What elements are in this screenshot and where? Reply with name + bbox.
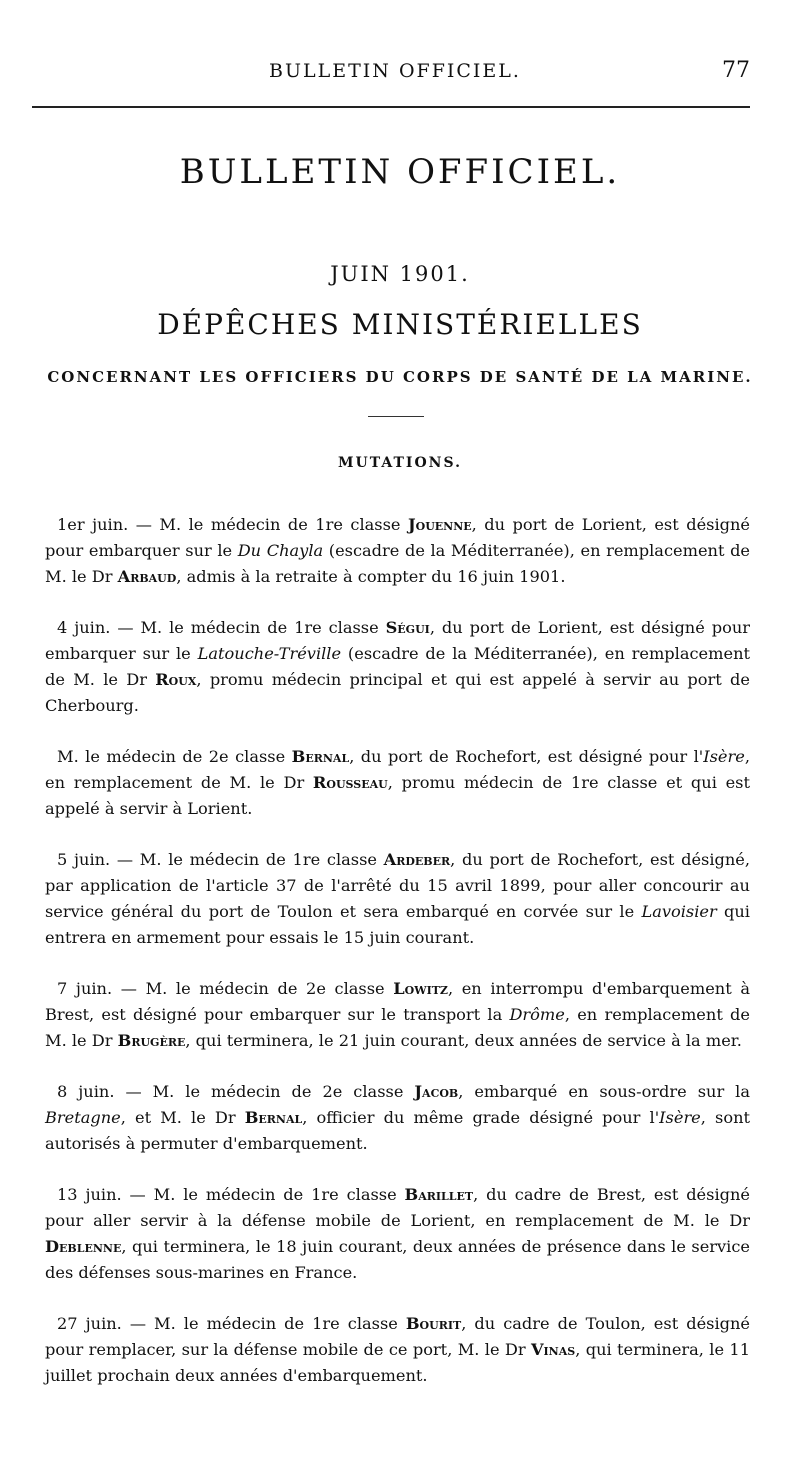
entry-text: (escadre de la Méditerranée), en remplacement de M. le Dr bbox=[45, 541, 751, 586]
entry-text: , du cadre de Brest, est désigné pour aller servir à la défense mobile de Lorient, en remplacement de M. le Dr bbox=[45, 1185, 750, 1230]
entry-text: — M. le médecin de 1re classe bbox=[110, 618, 386, 637]
entry-text: , promu médecin de 1re classe et qui est appelé à servir à Lorient. bbox=[45, 773, 750, 818]
officer-name: Bernal bbox=[291, 747, 350, 766]
entry-text: , promu médecin principal et qui est appelé à servir au port de Cherbourg. bbox=[45, 670, 750, 715]
entry-text: — M. le médecin de 1re classe bbox=[121, 1314, 406, 1333]
ship-name: Isère bbox=[703, 747, 745, 766]
officer-name: Vinas bbox=[530, 1340, 576, 1359]
entry bbox=[45, 615, 750, 719]
subtitle: CONCERNANT LES OFFICIERS DU CORPS DE SANTÉ DE LA MARINE. bbox=[47, 368, 753, 386]
entry bbox=[45, 976, 750, 1054]
ship-name: Lavoisier bbox=[641, 902, 717, 921]
entry-text: , qui terminera, le 21 juin courant, deux années de service à la mer. bbox=[185, 1031, 742, 1050]
section-title: DÉPÊCHES MINISTÉRIELLES bbox=[157, 308, 643, 341]
entry-text: — M. le médecin de 1re classe bbox=[121, 1185, 405, 1204]
running-head bbox=[40, 58, 750, 88]
entry-text: , admis à la retraite à compter du 16 juin 1901. bbox=[176, 567, 566, 586]
entry-text: , embarqué en sous-ordre sur la bbox=[458, 1082, 750, 1101]
entry bbox=[45, 1182, 750, 1286]
ship-name: Bretagne bbox=[45, 1108, 121, 1127]
officer-name: Bernal bbox=[244, 1108, 303, 1127]
entry-text: — M. le médecin de 2e classe bbox=[112, 979, 394, 998]
entry-text: , sont autorisés à permuter d'embarquement. bbox=[45, 1108, 750, 1153]
ship-name: Du Chayla bbox=[237, 541, 324, 560]
ship-name: Drôme bbox=[509, 1005, 565, 1024]
officer-name: Brugère bbox=[117, 1031, 186, 1050]
officer-name: Jouenne bbox=[407, 515, 472, 534]
header-rule bbox=[32, 106, 750, 108]
entry-text: , en remplacement de M. le Dr bbox=[45, 747, 750, 792]
officer-name: Roux bbox=[155, 670, 197, 689]
entry-text: , en interrompu d'embarquement à Brest, est désigné pour embarquer sur le transport la bbox=[45, 979, 751, 1024]
entry-text: , qui terminera, le 11 juillet prochain deux années d'embarquement. bbox=[45, 1340, 751, 1385]
entry-date: 7 juin. bbox=[57, 979, 113, 998]
entry-text: — M. le médecin de 2e classe bbox=[114, 1082, 415, 1101]
officer-name: Bourit bbox=[405, 1314, 462, 1333]
entry-date: 5 juin. bbox=[57, 850, 111, 869]
page-number: 77 bbox=[722, 58, 750, 83]
divider bbox=[368, 416, 424, 417]
officer-name: Ségui bbox=[385, 618, 430, 637]
entry-text: M. le médecin de 2e classe bbox=[57, 747, 292, 766]
entry-text: , qui terminera, le 18 juin courant, deux années de présence dans le service des défenses sous-marines en France. bbox=[45, 1237, 750, 1282]
entry-text: (escadre de la Méditerranée), en remplacement de M. le Dr bbox=[45, 644, 750, 689]
entry-text: , du cadre de Toulon, est désigné pour remplacer, sur la défense mobile de ce port, M. le Dr bbox=[45, 1314, 751, 1359]
entry-text: , du port de Lorient, est désigné pour embarquer sur le bbox=[45, 515, 750, 560]
page-title: BULLETIN OFFICIEL. bbox=[179, 152, 621, 192]
entry bbox=[45, 1311, 750, 1389]
officer-name: Jacob bbox=[414, 1082, 459, 1101]
entry-text: qui entrera en armement pour essais le 15 juin courant. bbox=[45, 902, 750, 947]
officer-name: Deblenne bbox=[45, 1237, 122, 1256]
officer-name: Ardeber bbox=[383, 850, 451, 869]
running-title: BULLETIN OFFICIEL. bbox=[269, 60, 521, 82]
entry-text: — M. le médecin de 1re classe bbox=[128, 515, 408, 534]
mutations-heading: MUTATIONS. bbox=[338, 455, 462, 471]
ship-name: Isère bbox=[659, 1108, 701, 1127]
entry-text: , et M. le Dr bbox=[120, 1108, 245, 1127]
entry-text: , du port de Rochefort, est désigné pour l' bbox=[349, 747, 704, 766]
entry-date: 13 juin. bbox=[57, 1185, 122, 1204]
entry-date: 8 juin. bbox=[57, 1082, 115, 1101]
entry bbox=[45, 1079, 750, 1157]
entry-text: , du port de Lorient, est désigné pour embarquer sur le bbox=[45, 618, 750, 663]
entry-date: 27 juin. bbox=[57, 1314, 122, 1333]
body-text bbox=[45, 512, 750, 1414]
officer-name: Lowitz bbox=[393, 979, 448, 998]
officer-name: Rousseau bbox=[312, 773, 388, 792]
entry bbox=[45, 512, 750, 590]
entry-text: — M. le médecin de 1re classe bbox=[110, 850, 384, 869]
officer-name: Arbaud bbox=[117, 567, 177, 586]
date-line: JUIN 1901. bbox=[330, 262, 470, 286]
entry bbox=[45, 744, 750, 822]
officer-name: Barillet bbox=[404, 1185, 474, 1204]
entry-text: , en remplacement de M. le Dr bbox=[45, 1005, 750, 1050]
entry-text: , officier du même grade désigné pour l' bbox=[302, 1108, 660, 1127]
ship-name: Latouche-Tréville bbox=[197, 644, 342, 663]
entry bbox=[45, 847, 750, 951]
entry-date: 1er juin. bbox=[57, 515, 129, 534]
entry-text: , du port de Rochefort, est désigné, par application de l'article 37 de l'arrêté du 15 avril 1899, pour aller concourir au service général du port de Toulon et sera embarqué en corvée sur le bbox=[45, 850, 751, 921]
entry-date: 4 juin. bbox=[57, 618, 111, 637]
